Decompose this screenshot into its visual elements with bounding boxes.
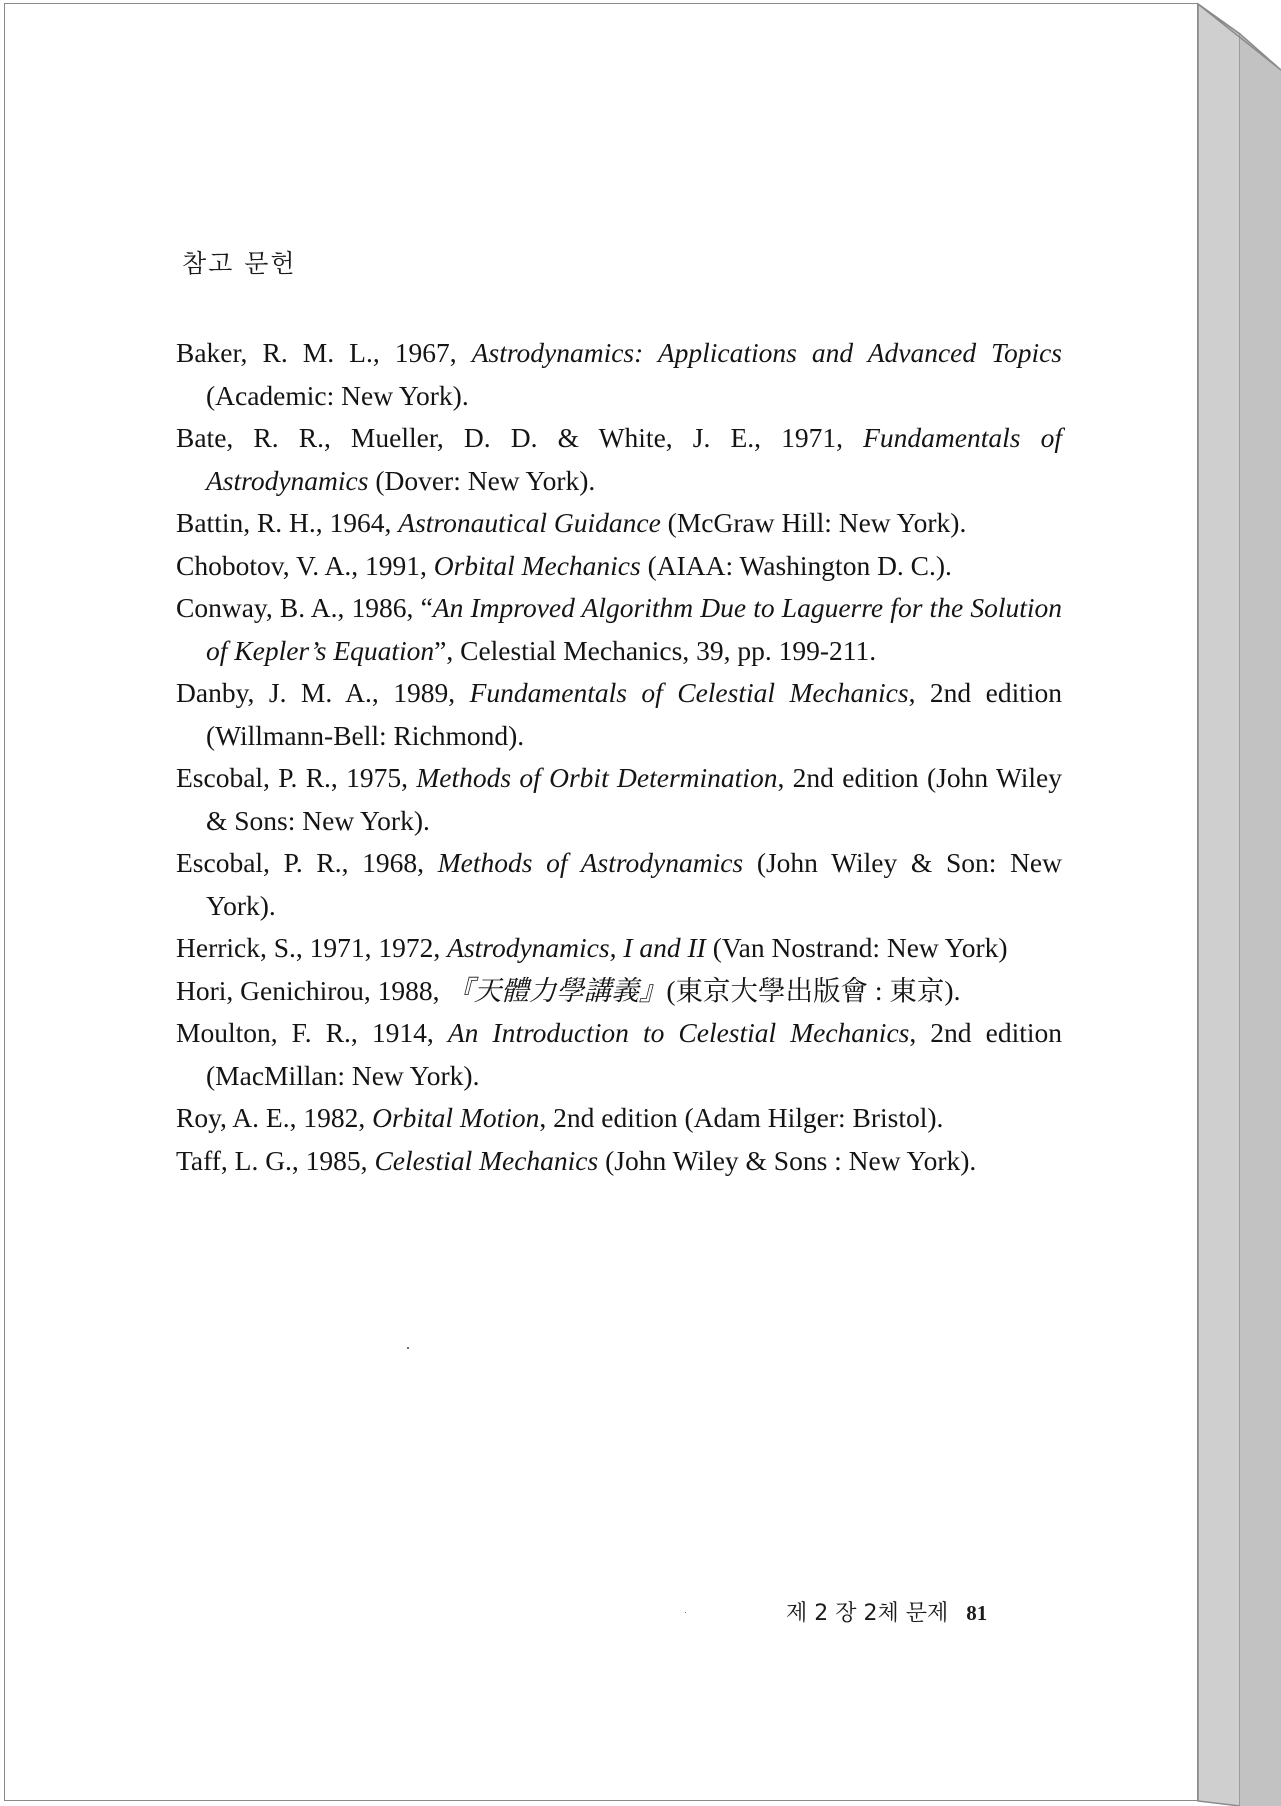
reference-entry <box>176 1140 1062 1183</box>
reference-publisher: (東京大學出版會 : 東京). <box>666 974 961 1006</box>
reference-title: Astronautical Guidance <box>398 507 661 538</box>
reference-entry <box>176 757 1062 842</box>
reference-authors-year: Hori, Genichirou, 1988, <box>176 974 447 1006</box>
reference-authors-year: Danby, J. M. A., 1989, <box>176 677 470 708</box>
reference-entry <box>176 1012 1062 1097</box>
reference-authors-year: Conway, B. A., 1986, “ <box>176 592 433 623</box>
reference-publisher: (Dover: New York). <box>368 464 596 496</box>
reference-entry <box>176 970 1062 1013</box>
reference-title: Methods of Astrodynamics <box>437 847 744 878</box>
reference-entry <box>176 1097 1062 1140</box>
reference-title: An Introduction to Celestial Mechanics <box>447 1017 910 1048</box>
reference-entry <box>176 842 1062 927</box>
reference-entry <box>176 927 1062 970</box>
page-heading: 참고 문헌 <box>182 249 297 278</box>
reference-title: Orbital Mechanics <box>433 549 641 581</box>
reference-publisher: ”, Celestial Mechanics, 39, pp. 199-211. <box>434 634 877 666</box>
reference-authors-year: Escobal, P. R., 1975, <box>176 762 417 793</box>
reference-authors-year: Herrick, S., 1971, 1972, <box>176 932 448 963</box>
reference-authors-year: Roy, A. E., 1982, <box>176 1102 373 1133</box>
reference-title: Astrodynamics, I and II <box>447 932 706 963</box>
reference-title: Celestial Mechanics <box>374 1144 599 1176</box>
reference-entry <box>176 502 1062 545</box>
reference-publisher: , 2nd edition (Willmann-Bell: Richmond). <box>206 677 1062 751</box>
reference-entry <box>176 417 1062 502</box>
reference-title: Methods of Orbit Determination <box>416 762 778 793</box>
reference-publisher: , 2nd edition (John Wiley & Sons: New York). <box>206 762 1062 836</box>
reference-publisher: (McGraw Hill: New York). <box>660 507 967 538</box>
reference-entry <box>176 332 1062 417</box>
page-footer <box>786 1596 987 1627</box>
scan-speck <box>685 1612 686 1613</box>
reference-entry <box>176 545 1062 588</box>
reference-publisher: , 2nd edition (Adam Hilger: Bristol). <box>539 1102 944 1133</box>
reference-publisher: , 2nd edition (MacMillan: New York). <box>206 1017 1062 1091</box>
scan-speck <box>407 1347 409 1349</box>
reference-entry <box>176 587 1062 672</box>
reference-entry <box>176 672 1062 757</box>
reference-authors-year: Chobotov, V. A., 1991, <box>176 549 434 581</box>
reference-publisher: (Van Nostrand: New York) <box>705 932 1008 963</box>
reference-publisher: (John Wiley & Sons : New York). <box>598 1144 977 1176</box>
reference-list <box>176 332 1062 1182</box>
reference-authors-year: Moulton, F. R., 1914, <box>176 1017 448 1048</box>
reference-authors-year: Bate, R. R., Mueller, D. D. & White, J. E., 1971, <box>176 422 864 453</box>
reference-authors-year: Escobal, P. R., 1968, <box>176 847 438 878</box>
reference-title: 『天體力學講義』 <box>446 974 667 1006</box>
page-number: 81 <box>966 1601 988 1625</box>
reference-title: An Improved Algorithm Due to Laguerre for the Solution of Kepler’s Equation <box>206 592 1062 666</box>
reference-authors-year: Taff, L. G., 1985, <box>176 1144 375 1176</box>
chapter-running-title: 제 2 장 2체 문제 <box>786 1601 949 1626</box>
reference-title: Fundamentals of Celestial Mechanics <box>469 677 909 708</box>
reference-publisher: (John Wiley & Son: New York). <box>206 847 1062 921</box>
reference-title: Astrodynamics: Applications and Advanced Topics <box>471 337 1063 368</box>
reference-publisher: (Academic: New York). <box>206 379 469 411</box>
reference-title: Fundamentals of Astrodynamics <box>206 422 1062 496</box>
reference-title: Orbital Motion <box>372 1102 540 1133</box>
reference-publisher: (AIAA: Washington D. C.). <box>640 549 952 581</box>
reference-authors-year: Baker, R. M. L., 1967, <box>176 337 472 368</box>
reference-authors-year: Battin, R. H., 1964, <box>176 507 399 538</box>
